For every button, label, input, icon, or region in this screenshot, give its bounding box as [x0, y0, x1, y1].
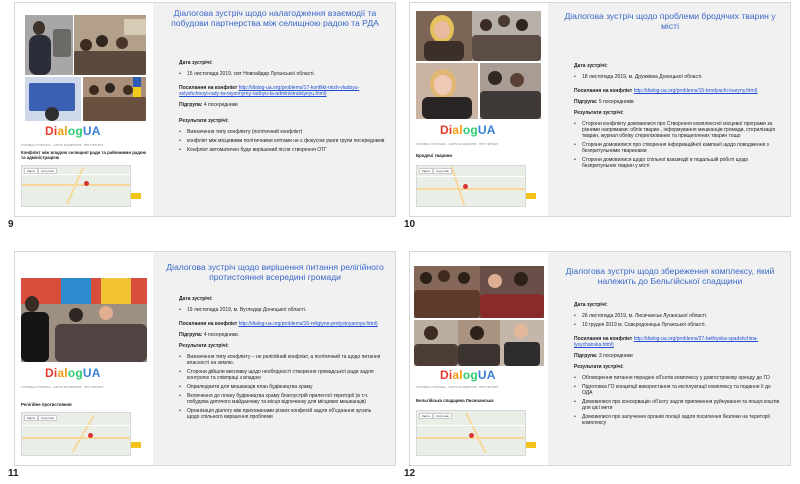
dialog-logo: DialogUA: [440, 123, 496, 137]
date-item: • 10 грудня 2019 м. Сєвєродонецьк Луганської області.: [574, 322, 780, 328]
site-nav: ГОЛОВНА СТОРІНКА · КАРТА КОНФЛІКТІВ · ПРО ПРОЄКТ: [416, 385, 499, 389]
slide-image-pane: [410, 252, 548, 465]
date-item: • 19 листопада 2019, м. Вугледар Донецької області.: [179, 307, 385, 313]
dialog-logo: DialogUA: [440, 368, 496, 382]
map-pin-icon[interactable]: [463, 184, 468, 189]
slide-title: Діалогова зустріч щодо налагодження взаємодії та побудови партнерства між селищною радою та РДА: [171, 8, 379, 29]
dialog-logo: DialogUA: [45, 366, 101, 380]
slide-title: Діалогова зустріч щодо збереження комплексу, який належить до Бельгійської спадщини: [565, 266, 775, 287]
meeting-photo: [416, 11, 472, 61]
mediators-value: 4 посередники.: [203, 332, 240, 339]
site-nav: ГОЛОВНА СТОРІНКА · КАРТА КОНФЛІКТІВ · ПРО ПРОЄКТ: [416, 142, 499, 146]
link-label: Посилання на конфлікт: [574, 87, 633, 94]
result-item: • Підготовка ГО концепції використання та експлуатації комплексу та подання її до ОДА: [574, 384, 780, 396]
meeting-photo: [74, 15, 146, 75]
meeting-photo: [480, 266, 544, 318]
mediators-label: Підгрупа:: [179, 102, 203, 109]
web-conflict-title: Бельгійська спадщина Лисичанська: [416, 398, 494, 403]
meeting-photo: [480, 63, 541, 119]
conflict-map[interactable]: [21, 165, 131, 207]
link-label: Посилання на конфлікт: [574, 335, 633, 342]
mediators-value: 5 посередників: [598, 99, 634, 106]
slide-title: Діалогова зустріч щодо проблеми бродячих тварин у місті: [564, 11, 776, 32]
result-item: • Обговорення питання передачі об'єктів комплексу у довгострокову оренду до ГО: [574, 375, 780, 381]
results-label: Результати зустрічі:: [574, 110, 624, 117]
map-tab-satellite[interactable]: Супутник: [38, 168, 57, 174]
slide-text-pane: [548, 3, 790, 216]
conflict-map[interactable]: [416, 165, 526, 207]
result-item: • Організація діалогу між прихожанами різних конфесій задля об'єднання зусиль щодо спільного вирішення проблеми: [179, 408, 385, 420]
web-conflict-title: Релігійне протистояння: [21, 402, 72, 407]
mediators-label: Підгрупа:: [574, 99, 598, 106]
map-badge: [526, 193, 536, 199]
conflict-map[interactable]: [21, 412, 131, 456]
result-item: • Домовилися про консервацію об'єкту задля припинення руйнування та пошук коштів для цієї мети: [574, 399, 780, 411]
slide-thumbnail-12[interactable]: [410, 252, 790, 465]
slide-thumbnail-9[interactable]: [15, 3, 395, 216]
results-label: Результати зустрічі:: [179, 118, 229, 125]
slide-title: Діалогова зустріч щодо вирішення питання релігійного протистояння всередині громади: [166, 262, 384, 283]
meeting-photo: [83, 77, 146, 121]
map-pin-icon[interactable]: [88, 433, 93, 438]
conflict-link[interactable]: http://dialog-ua.org/problems/16-religiyne-protystoyannya.html): [238, 320, 378, 327]
slide-number-10: 10: [404, 219, 416, 230]
site-nav: ГОЛОВНА СТОРІНКА · КАРТА КОНФЛІКТІВ · ПРО ПРОЄКТ: [21, 143, 104, 147]
dialog-logo: DialogUA: [45, 124, 101, 138]
slide-body: [574, 302, 780, 429]
meeting-photo: [416, 63, 478, 119]
date-label: Дата зустрічі:: [179, 60, 213, 66]
result-item: • Домовилися про залучення органів поліції задля посилення безпеки на території комплексу: [574, 414, 780, 426]
date-label: Дата зустрічі:: [179, 296, 213, 302]
result-item: • Сторони дійшли висновку щодо необхідності створення громадської ради задля контролю та співпраці з владою: [179, 369, 385, 381]
slide-number-9: 9: [8, 219, 14, 230]
meeting-photo: [458, 320, 500, 366]
meeting-photo: [414, 320, 458, 366]
results-label: Результати зустрічі:: [574, 364, 624, 371]
slide-thumbnail-10[interactable]: [410, 3, 790, 216]
meeting-photo: [472, 11, 541, 61]
map-badge: [526, 442, 536, 448]
result-item: • Оприлюднити для мешканців план будівництва храму: [179, 384, 385, 390]
date-label: Дата зустрічі:: [574, 302, 608, 308]
site-nav: ГОЛОВНА СТОРІНКА · КАРТА КОНФЛІКТІВ · ПРО ПРОЄКТ: [21, 385, 104, 389]
slide-thumbnail-11[interactable]: [15, 252, 395, 465]
conflict-map[interactable]: [416, 410, 526, 456]
results-label: Результати зустрічі:: [179, 343, 229, 350]
link-label: Посилання на конфлікт: [179, 84, 238, 91]
date-item: • 15 листопада 2019, смт Новоайдар Луганської області.: [179, 71, 385, 77]
slide-body: [179, 60, 385, 156]
meeting-photo: [25, 77, 81, 121]
result-item: • Визначення типу конфлікту – не релігійний конфлікт, а політичний та щодо питання власності на землю.: [179, 354, 385, 366]
map-tab-map[interactable]: Карта: [24, 168, 38, 174]
mediators-value: 4 посередники: [203, 102, 238, 109]
map-tab-satellite[interactable]: Супутник: [433, 413, 452, 419]
conflict-link[interactable]: http://dialog-ua.org/problems/27-belhiyska-spadshchina-lysychanska.html): [574, 335, 759, 348]
map-tab-satellite[interactable]: Супутник: [433, 168, 452, 174]
slide-body: [574, 63, 780, 172]
web-conflict-title: Бродячі тварини: [416, 153, 452, 158]
conflict-link[interactable]: http://dialog-ua.org/problems/17-konflikt-mizh-vladoyu-selyshchnoyi-rady-ta-rayonnymy-radoyu-ta-administratsiyeyu.html): [179, 84, 360, 98]
meeting-photo: [21, 278, 147, 362]
result-item: • Включення до плану будівництва храму благоустрій прилеглої території (в т.ч. побудова дитячого майданчику та місця відпочинку для місцевих мешканців): [179, 393, 385, 405]
map-tab-map[interactable]: Карта: [419, 413, 433, 419]
date-label: Дата зустрічі:: [574, 63, 608, 69]
slide-image-pane: [410, 3, 548, 216]
map-badge: [131, 193, 141, 199]
mediators-value: 3 посередники: [598, 353, 633, 360]
slide-text-pane: [153, 3, 395, 216]
conflict-link[interactable]: http://dialog-ua.org/problems/15-brodyachi-tvaryny.html): [633, 87, 758, 94]
result-item: • Сторони домовилися про створення інформаційної кампанії щодо поводження з безпритульними тваринами: [574, 142, 780, 154]
map-pin-icon[interactable]: [84, 181, 89, 186]
date-item: • 26 листопада 2019, м. Лисичанськ Луганської області.: [574, 313, 780, 319]
web-conflict-title: Конфлікт між владою селищної ради та районними радою та адміністрацією: [21, 150, 147, 161]
slide-number-11: 11: [8, 468, 19, 479]
map-tab-satellite[interactable]: Супутник: [38, 415, 57, 421]
result-item: • Визначення типу конфлікту (політичний конфлікт): [179, 129, 385, 135]
date-item: • 18 листопада 2019, м. Дружківка Донецької області.: [574, 74, 780, 80]
mediators-label: Підгрупа:: [574, 353, 598, 360]
result-item: • Сторони домовилися щодо спільної взаємодії в подальшій роботі щодо безпритульних тварин у місті: [574, 157, 780, 169]
map-tab-map[interactable]: Карта: [24, 415, 38, 421]
map-tab-map[interactable]: Карта: [419, 168, 433, 174]
map-badge: [131, 442, 141, 448]
result-item: • конфлікт між місцевими політичними елітами не є фокусом уваги групи посередників: [179, 138, 385, 144]
slide-image-pane: [15, 252, 153, 465]
slide-text-pane: [548, 252, 790, 465]
slide-image-pane: [15, 3, 153, 216]
link-label: Посилання на конфлікт: [179, 320, 238, 327]
slide-number-12: 12: [404, 468, 416, 479]
meeting-photo: [500, 320, 544, 366]
slide-text-pane: [153, 252, 395, 465]
meeting-photo: [414, 266, 480, 318]
slide-body: [179, 296, 385, 423]
mediators-label: Підгрупа:: [179, 332, 203, 339]
meeting-photo: [25, 15, 73, 75]
result-item: • Конфлікт автоматично буде вирішений після створення ОТГ: [179, 147, 385, 153]
result-item: • Сторони конфлікту домовилися про Створення комплексної місцевої програми за різними напрямами: облік тварин , інформування мешканців громади, стерилізація тварин, журнал обліку стерилізованих та прищеплених тварин тощо: [574, 121, 780, 139]
map-pin-icon[interactable]: [469, 433, 474, 438]
